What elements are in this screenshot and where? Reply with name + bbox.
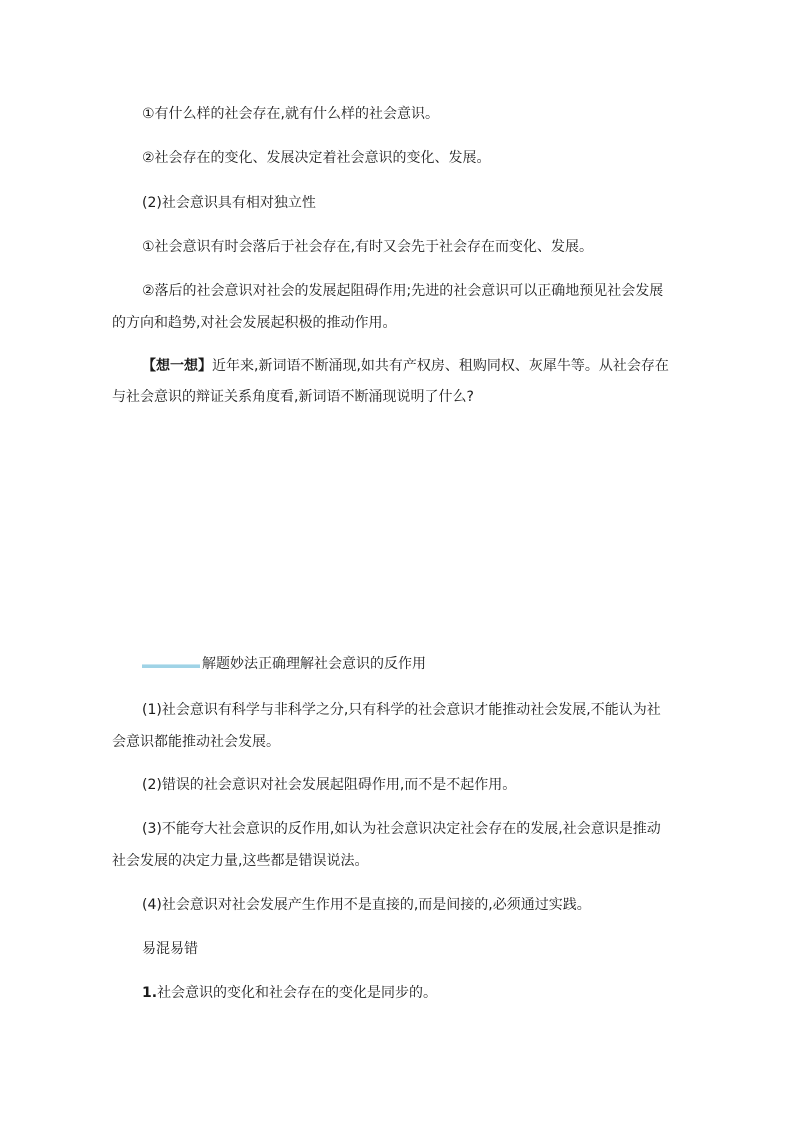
think-tag: 【想一想】 bbox=[142, 358, 212, 374]
tip-1-line2: 会意识都能推动社会发展。 bbox=[112, 734, 280, 750]
confusion-item-1 bbox=[142, 984, 437, 1002]
paragraph-backward-advanced-line1: ②落后的社会意识对社会的发展起阻碍作用;先进的社会意识可以正确地预见社会发展 bbox=[142, 283, 664, 299]
paragraph-lag-or-lead: ①社会意识有时会落后于社会存在,有时又会先于社会存在而变化、发展。 bbox=[142, 239, 593, 255]
tips-title: 解题妙法正确理解社会意识的反作用 bbox=[202, 656, 426, 672]
tip-1-line1: (1)社会意识有科学与非科学之分,只有科学的社会意识才能推动社会发展,不能认为社 bbox=[142, 702, 661, 718]
tip-4: (4)社会意识对社会发展产生作用不是直接的,而是间接的,必须通过实践。 bbox=[142, 897, 591, 913]
confusion-item-1-text: 社会意识的变化和社会存在的变化是同步的。 bbox=[157, 985, 438, 1001]
section-decoration-bar bbox=[142, 664, 200, 668]
tip-2: (2)错误的社会意识对社会发展起阻碍作用,而不是不起作用。 bbox=[142, 777, 517, 793]
tip-3-line2: 社会发展的决定力量,这些都是错误说法。 bbox=[112, 853, 369, 869]
think-question-line1 bbox=[142, 357, 669, 375]
think-question-text: 近年来,新词语不断涌现,如共有产权房、租购同权、灰犀牛等。从社会存在 bbox=[212, 358, 669, 374]
confusion-item-1-number: 1. bbox=[142, 985, 158, 1001]
paragraph-social-existence-determines: ①有什么样的社会存在,就有什么样的社会意识。 bbox=[142, 106, 439, 122]
subheading-relative-independence: (2)社会意识具有相对独立性 bbox=[142, 195, 316, 211]
paragraph-change-determines-change: ②社会存在的变化、发展决定着社会意识的变化、发展。 bbox=[142, 150, 491, 166]
paragraph-backward-advanced-line2: 的方向和趋势,对社会发展起积极的推动作用。 bbox=[112, 315, 397, 331]
think-question-line2: 与社会意识的辩证关系角度看,新词语不断涌现说明了什么? bbox=[112, 389, 474, 405]
confusion-heading: 易混易错 bbox=[142, 941, 198, 957]
tip-3-line1: (3)不能夸大社会意识的反作用,如认为社会意识决定社会存在的发展,社会意识是推动 bbox=[142, 821, 661, 837]
